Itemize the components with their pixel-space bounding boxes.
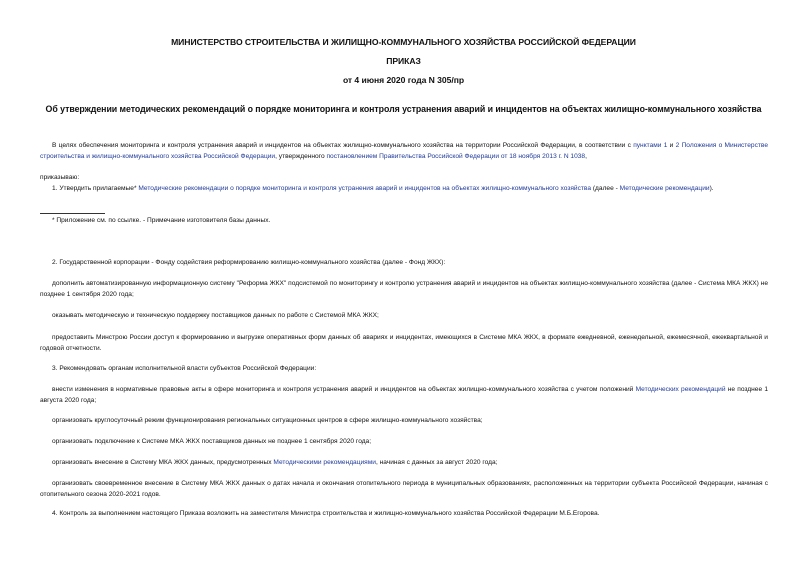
item-1-text: (далее - xyxy=(591,185,620,192)
link-methodological-recommendations-instrumental[interactable]: Методическими рекомендациями xyxy=(273,459,376,466)
order-word: приказываю: xyxy=(40,174,80,181)
link-government-resolution[interactable]: постановлением Правительства Российской Федерации от 18 ноября 2013 г. N 1038 xyxy=(326,152,586,160)
item-3-d-text: организовать внесение в Систему МКА ЖКХ данных, предусмотренных xyxy=(52,459,274,466)
link-regulation-point-2[interactable]: 2 Положения о Министерстве строительства и жилищно-коммунального хозяйства Российской Федерации xyxy=(40,142,769,160)
item-3-e: организовать своевременное внесение в Систему МКА ЖКХ данных о датах начала и окончания отопительного периода в муниципальных образованиях, расположенных на территории субъекта Российской Федерации, начиная с отопительного сезона 2020-2021 годов. xyxy=(40,480,768,498)
item-1-paragraph xyxy=(40,184,768,195)
link-points-1[interactable]: пунктами 1 xyxy=(633,142,668,149)
item-3-a-text: не позднее 1 августа 2020 года; xyxy=(40,386,768,404)
ministry-heading: МИНИСТЕРСТВО СТРОИТЕЛЬСТВА И ЖИЛИЩНО-КОММУНАЛЬНОГО ХОЗЯЙСТВА РОССИЙСКОЙ ФЕДЕРАЦИИ xyxy=(171,37,636,47)
document-type: ПРИКАЗ xyxy=(386,56,421,66)
item-3-b: организовать круглосуточный режим функционирования региональных ситуационных центров в сфере жилищно-коммунального хозяйства; xyxy=(52,417,483,424)
link-methodological-recommendations-short[interactable]: Методические рекомендации xyxy=(619,185,710,192)
item-2-intro: 2. Государственной корпорации - Фонду содействия реформированию жилищно-коммунального хозяйства (далее - Фонд ЖКХ): xyxy=(52,259,446,266)
footnote-text: * Приложение см. по ссылке. - Примечание изготовителя базы данных. xyxy=(52,217,271,224)
item-1-text: ). xyxy=(709,185,714,192)
document-date-number: от 4 июня 2020 года N 305/пр xyxy=(342,75,465,85)
item-2-c: предоставить Минстрою России доступ к формированию и выгрузке оперативных форм данных об авариях и инцидентах, имеющихся в Системе МКА ЖКХ, в формате ежедневной, еженедельной, ежемесячной, ежеквартальной и годовой отчетности. xyxy=(40,334,768,352)
item-4: 4. Контроль за выполнением настоящего Приказа возложить на заместителя Министра строительства и жилищно-коммунального хозяйства Российской Федерации М.Б.Егорова. xyxy=(52,510,600,517)
link-methodological-recommendations-genitive[interactable]: Методических рекомендаций xyxy=(635,386,726,393)
document-title: Об утверждении методических рекомендаций о порядке мониторинга и контроля устранения аварий и инцидентов на объектах жилищно-коммунального хозяйства xyxy=(45,104,762,114)
item-3-c: организовать подключение к Системе МКА ЖКХ поставщиков данных не позднее 1 сентября 2020 года; xyxy=(52,438,372,445)
link-methodological-recommendations[interactable]: Методические рекомендации о порядке мониторинга и контроля устранения аварий и инцидентов на объектах жилищно-коммунального хозяйства xyxy=(138,185,592,192)
preamble-text: В целях обеспечения мониторинга и контроля устранения аварий и инцидентов на объектах жилищно-коммунального хозяйства на территории Российской Федерации, в соответствии с xyxy=(52,142,634,149)
item-2-a: дополнить автоматизированную информационную систему "Реформа ЖКХ" подсистемой по мониторингу и контролю устранения аварий и инцидентов на объектах жилищно-коммунального хозяйства (далее - Система МКА ЖКХ) не позднее 1 сентября 2020 года; xyxy=(40,280,768,298)
item-2-b: оказывать методическую и техническую поддержку поставщиков данных по работе с Системой МКА ЖКХ; xyxy=(52,312,379,319)
footnote-divider xyxy=(40,213,105,214)
preamble-text: и xyxy=(667,142,676,149)
preamble-paragraph xyxy=(40,141,768,162)
item-3-d-paragraph xyxy=(40,458,768,469)
preamble-text: , xyxy=(585,152,587,160)
item-3-intro: 3. Рекомендовать органам исполнительной власти субъектов Российской Федерации: xyxy=(52,365,317,372)
item-3-a-text: внести изменения в нормативные правовые акты в сфере мониторинга и контроля устранения аварий и инцидентов на объектах жилищно-коммунального хозяйства с учетом положений xyxy=(52,386,636,393)
item-3-a-paragraph xyxy=(40,385,768,406)
item-1-text: 1. Утвердить прилагаемые* xyxy=(52,185,139,192)
preamble-text: , утвержденного xyxy=(275,152,327,160)
item-3-d-text: , начиная с данных за август 2020 года; xyxy=(375,459,498,466)
